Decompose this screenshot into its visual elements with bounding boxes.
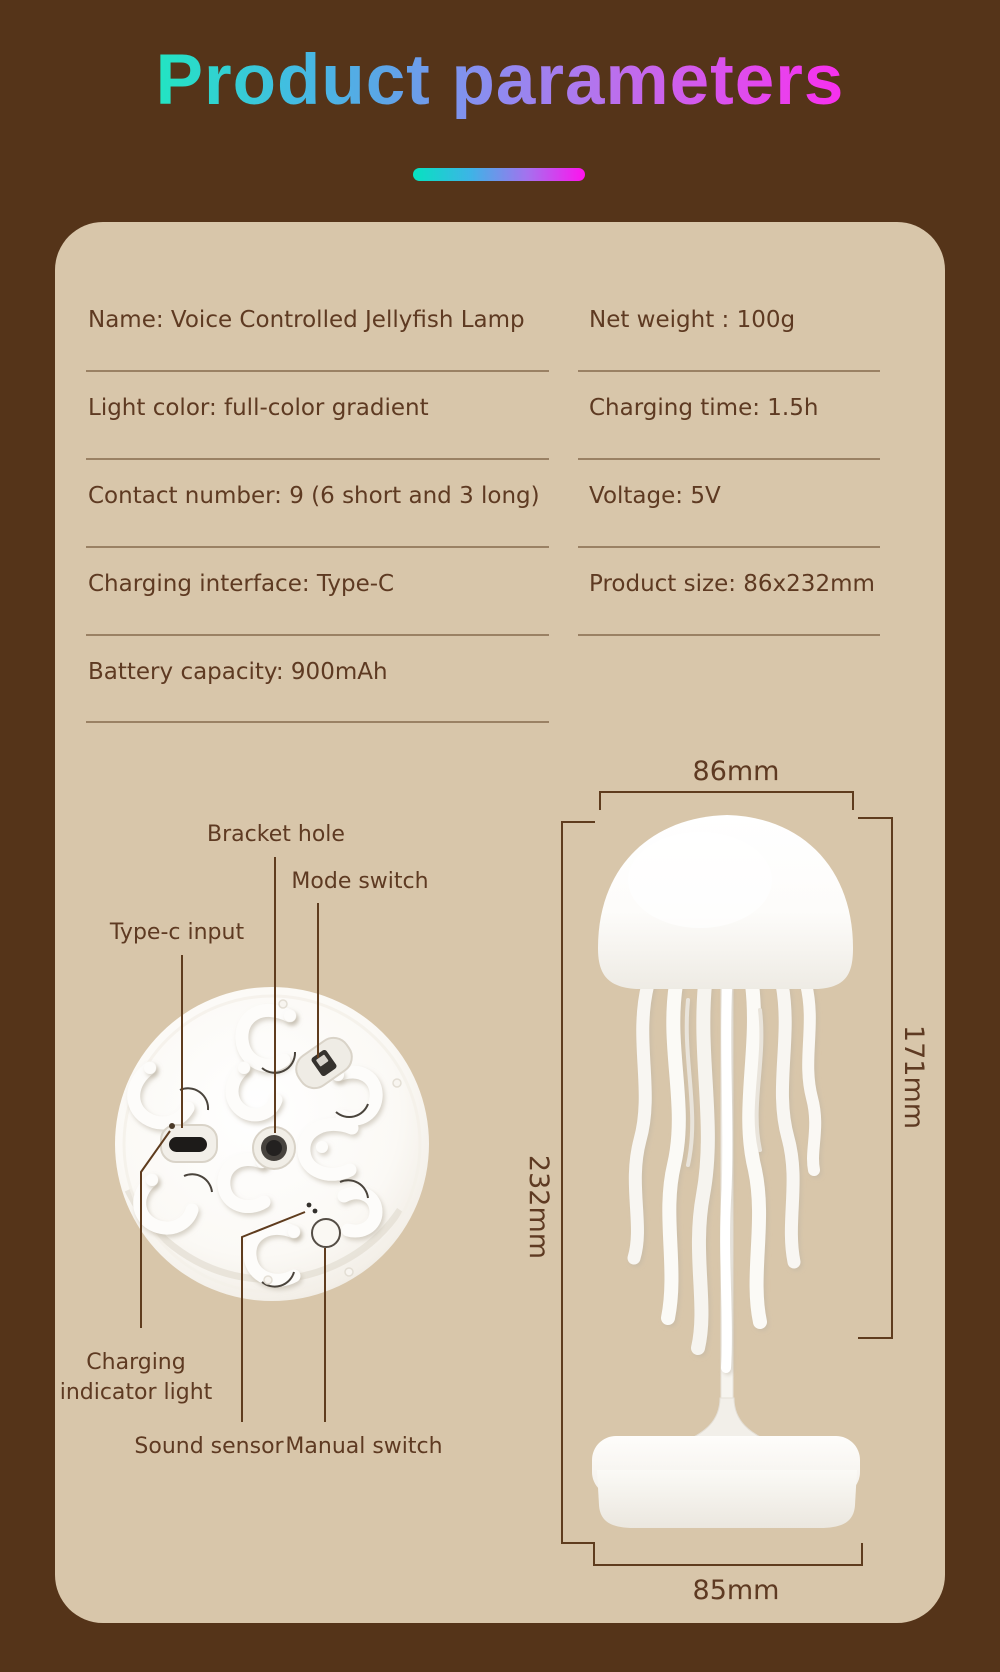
dim-label-171mm: 171mm <box>898 1024 929 1130</box>
label-charging-indicator <box>36 1348 236 1408</box>
dim-171mm-bracket <box>858 818 892 1338</box>
spec-net-weight: Net weight : 100g <box>589 307 796 333</box>
page-title: Product parameters <box>155 41 845 120</box>
dim-86mm-bracket <box>600 792 853 810</box>
label-sound-sensor: Sound sensor <box>134 1434 284 1459</box>
label-mode-switch: Mode switch <box>291 869 429 894</box>
spec-contact-number: Contact number: 9 (6 short and 3 long) <box>88 483 540 509</box>
label-manual-switch: Manual switch <box>285 1434 443 1459</box>
label-type-c-input: Type-c input <box>109 920 245 945</box>
spec-charging-time: Charging time: 1.5h <box>589 395 819 421</box>
label-bracket-hole: Bracket hole <box>207 822 345 847</box>
spec-light-color: Light color: full-color gradient <box>88 395 429 421</box>
charging-indicator-callout-line <box>141 1131 170 1328</box>
spec-voltage: Voltage: 5V <box>589 483 721 509</box>
spec-charging-interface: Charging interface: Type-C <box>88 571 395 597</box>
spec-product-size: Product size: 86x232mm <box>589 571 875 597</box>
dim-label-85mm: 85mm <box>692 1575 780 1606</box>
sound-sensor-callout-line <box>242 1212 305 1422</box>
dim-label-232mm: 232mm <box>523 1154 554 1260</box>
spec-battery-capacity: Battery capacity: 900mAh <box>88 659 388 685</box>
spec-name: Name: Voice Controlled Jellyfish Lamp <box>88 307 525 333</box>
dim-label-86mm: 86mm <box>692 756 780 787</box>
label-charging-indicator-line1: Charging <box>86 1350 186 1375</box>
dim-232mm-bracket <box>562 822 595 1543</box>
label-charging-indicator-line2: indicator light <box>59 1380 213 1405</box>
dim-85mm-bracket <box>594 1543 862 1565</box>
